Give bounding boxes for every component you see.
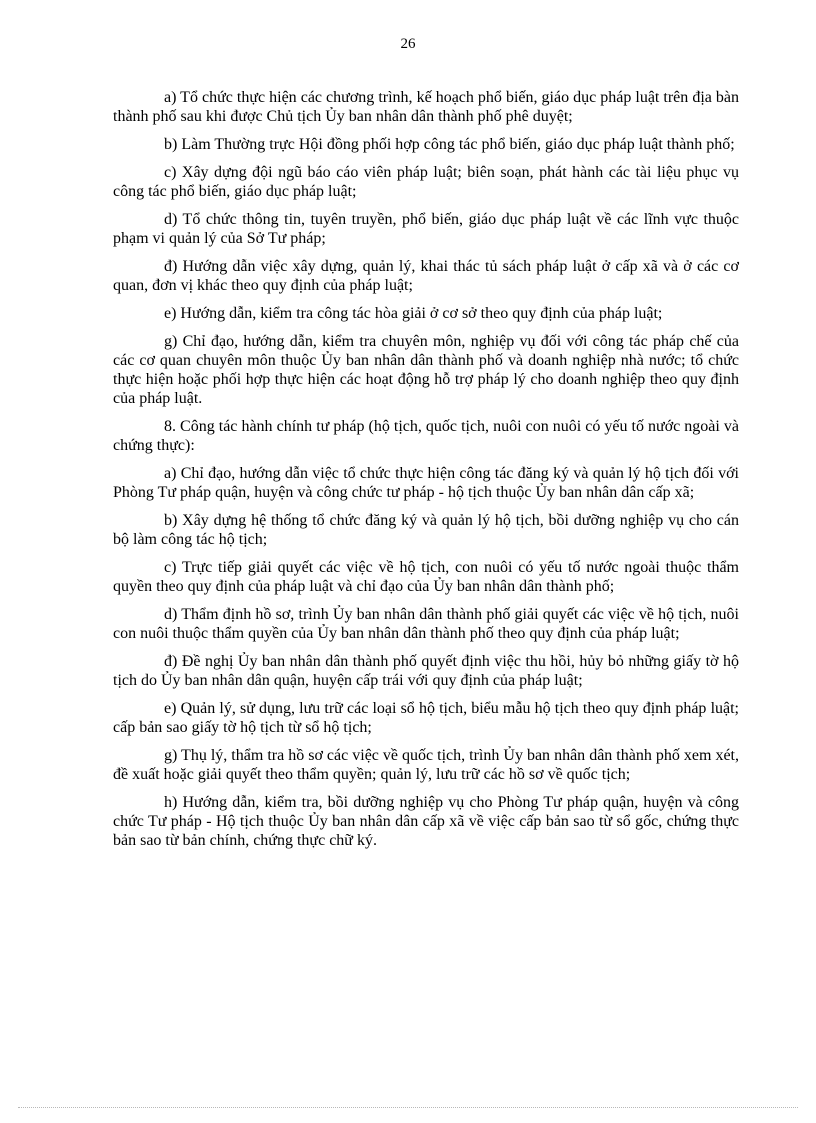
- paragraph-8d: d) Thẩm định hồ sơ, trình Ủy ban nhân dân thành phố giải quyết các việc về hộ tịch, nuôi con nuôi thuộc thẩm quyền của Ủy ban nhân dân thành phố theo quy định của pháp luật;: [113, 606, 739, 642]
- paragraph-3e: e) Hướng dẫn, kiểm tra công tác hòa giải ở cơ sở theo quy định của pháp luật;: [164, 305, 663, 322]
- paragraph-8b: b) Xây dựng hệ thống tổ chức đăng ký và quản lý hộ tịch, bồi dưỡng nghiệp vụ cho cán bộ làm công tác hộ tịch;: [113, 512, 739, 548]
- paragraph-3g: g) Chỉ đạo, hướng dẫn, kiểm tra chuyên môn, nghiệp vụ đối với công tác pháp chế của các cơ quan chuyên môn thuộc Ủy ban nhân dân thành phố và doanh nghiệp nhà nước; tổ chức thực hiện hoặc phối hợp thực hiện các hoạt động hỗ trợ pháp lý cho doanh nghiệp theo quy định của pháp luật.: [113, 333, 739, 407]
- paragraph-8h: h) Hướng dẫn, kiểm tra, bồi dưỡng nghiệp vụ cho Phòng Tư pháp quận, huyện và công chức Tư pháp - Hộ tịch thuộc Ủy ban nhân dân cấp xã về việc cấp bản sao từ sổ gốc, chứng thực bản sao từ bản chính, chứng thực chữ ký.: [113, 794, 739, 849]
- section-8-heading: 8. Công tác hành chính tư pháp (hộ tịch, quốc tịch, nuôi con nuôi có yếu tố nước ngoài và chứng thực):: [113, 418, 739, 454]
- paragraph-3b: b) Làm Thường trực Hội đồng phối hợp công tác phổ biến, giáo dục pháp luật thành phố;: [164, 136, 735, 153]
- page-number: 26: [400, 36, 416, 52]
- paragraph-8g: g) Thụ lý, thẩm tra hồ sơ các việc về quốc tịch, trình Ủy ban nhân dân thành phố xem xét, đề xuất hoặc giải quyết theo thẩm quyền; quản lý, lưu trữ các hồ sơ về quốc tịch;: [113, 747, 739, 783]
- paragraph-3d: d) Tổ chức thông tin, tuyên truyền, phổ biến, giáo dục pháp luật về các lĩnh vực thuộc phạm vi quản lý của Sở Tư pháp;: [113, 211, 739, 247]
- paragraph-3dd: đ) Hướng dẫn việc xây dựng, quản lý, khai thác tủ sách pháp luật ở cấp xã và ở các cơ quan, đơn vị khác theo quy định của pháp luật;: [113, 258, 739, 294]
- paragraph-8a: a) Chỉ đạo, hướng dẫn việc tổ chức thực hiện công tác đăng ký và quản lý hộ tịch đối với Phòng Tư pháp quận, huyện và công chức tư pháp - hộ tịch thuộc Ủy ban nhân dân cấp xã;: [113, 465, 739, 501]
- paragraph-8dd: đ) Đề nghị Ủy ban nhân dân thành phố quyết định việc thu hồi, hủy bỏ những giấy tờ hộ tịch do Ủy ban nhân dân quận, huyện cấp trái với quy định của pháp luật;: [113, 653, 739, 689]
- paragraph-3c: c) Xây dựng đội ngũ báo cáo viên pháp luật; biên soạn, phát hành các tài liệu phục vụ công tác phổ biến, giáo dục pháp luật;: [113, 164, 739, 200]
- paragraph-8c: c) Trực tiếp giải quyết các việc về hộ tịch, con nuôi có yếu tố nước ngoài thuộc thẩm quyền theo quy định của pháp luật và chỉ đạo của Ủy ban nhân dân thành phố;: [113, 559, 739, 595]
- paragraph-3a: a) Tổ chức thực hiện các chương trình, kế hoạch phổ biến, giáo dục pháp luật trên địa bàn thành phố sau khi được Chủ tịch Ủy ban nhân dân thành phố phê duyệt;: [113, 89, 739, 125]
- document-body: [113, 88, 739, 859]
- footer-divider: [18, 1107, 798, 1108]
- paragraph-8e: e) Quản lý, sử dụng, lưu trữ các loại sổ hộ tịch, biểu mẫu hộ tịch theo quy định pháp luật; cấp bản sao giấy tờ hộ tịch từ sổ hộ tịch;: [113, 700, 739, 736]
